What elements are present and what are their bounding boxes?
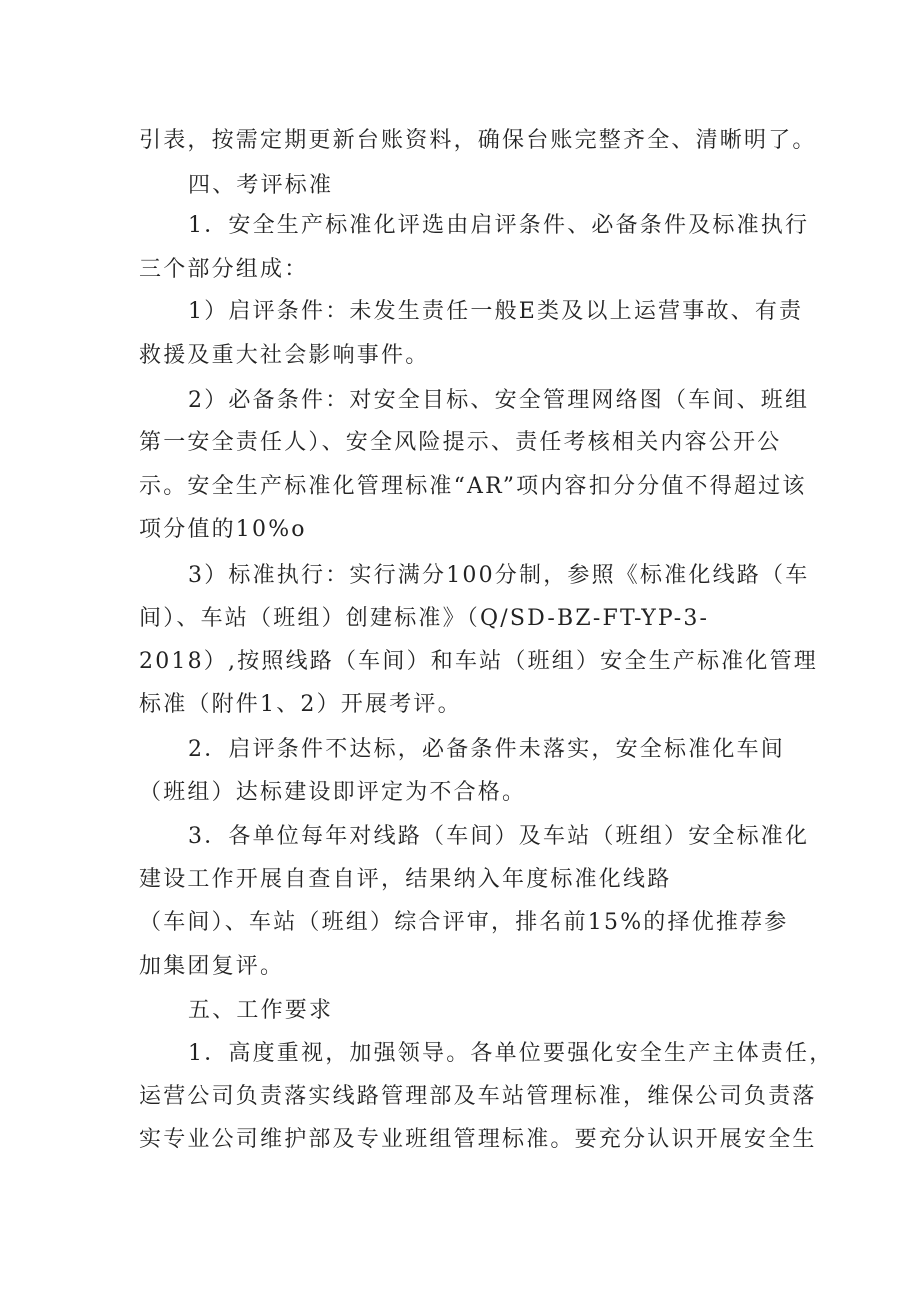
text-line: （车间）、车站（班组）综合评审，排名前15%的择优推荐参: [139, 910, 789, 935]
text-line: 运营公司负责落实线路管理部及车站管理标准，维保公司负责落: [139, 1084, 817, 1109]
text-line: 加集团复评。: [139, 954, 285, 979]
text-line: 建设工作开展自查自评，结果纳入年度标准化线路: [139, 867, 672, 892]
text-line: 1．安全生产标准化评选由启评条件、必备条件及标准执行: [188, 213, 810, 238]
text-line: 3．各单位每年对线路（车间）及车站（班组）安全标准化: [188, 824, 810, 849]
text-line: 2018）,按照线路（车间）和车站（班组）安全生产标准化管理: [139, 649, 818, 674]
text-line: 1）启评条件：未发生责任一般E类及以上运营事故、有责: [188, 299, 804, 324]
text-line: 2．启评条件不达标，必备条件未落实，安全标准化车间: [188, 737, 785, 762]
text-line: 1．高度重视，加强领导。各单位要强化安全生产主体责任，: [188, 1041, 834, 1066]
text-line: 标准（附件1、2）开展考评。: [139, 692, 462, 717]
text-line: 三个部分组成：: [139, 257, 309, 282]
text-line: 实专业公司维护部及专业班组管理标准。要充分认识开展安全生: [139, 1127, 817, 1152]
text-line: 3）标准执行：实行满分100分制，参照《标准化线路（车: [188, 563, 810, 588]
text-line: 间）、车站（班组）创建标准》（Q/SD-BZ-FT-YP-3-: [139, 606, 710, 631]
text-line: 引表，按需定期更新台账资料，确保台账完整齐全、清晰明了。: [139, 128, 817, 153]
text-line: 救援及重大社会影响事件。: [139, 343, 430, 368]
text-line: 项分值的10%o: [139, 517, 307, 542]
text-line: 第一安全责任人）、安全风险提示、责任考核相关内容公开公: [139, 430, 782, 455]
section-heading: 四、考评标准: [188, 173, 334, 198]
text-line: 2）必备条件：对安全目标、安全管理网络图（车间、班组: [188, 388, 810, 413]
section-heading: 五、工作要求: [188, 998, 334, 1023]
text-line: 示。安全生产标准化管理标准“AR”项内容扣分分值不得超过该: [139, 474, 807, 499]
text-line: （班组）达标建设即评定为不合格。: [139, 780, 527, 805]
